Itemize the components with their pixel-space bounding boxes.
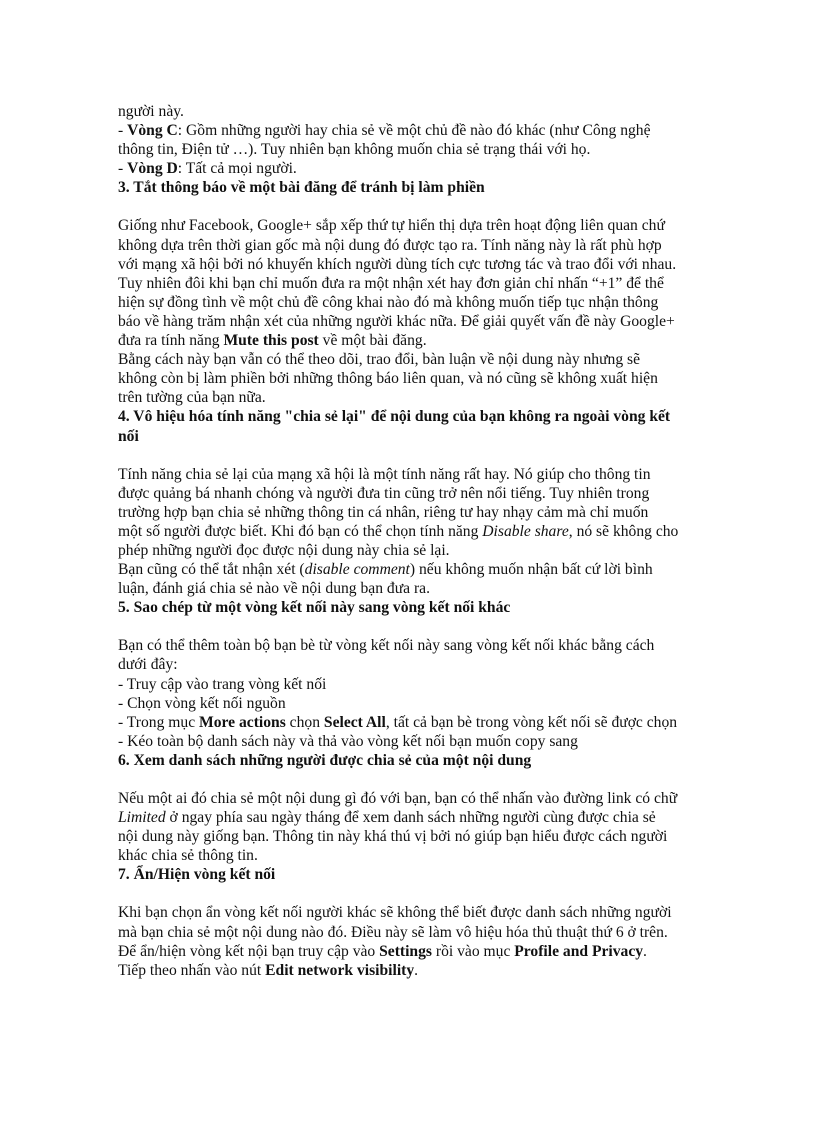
paragraph-line: không dựa trên thời gian gốc mà nội dung đó được tạo ra. Tính năng này là rất phù hợp <box>118 236 662 254</box>
section-heading-4: 4. Vô hiệu hóa tính năng "chia sẻ lại" để nội dung của bạn không ra ngoài vòng kết <box>118 408 671 426</box>
paragraph-line: dưới đây: <box>118 656 178 674</box>
text: đưa ra tính năng <box>118 332 224 350</box>
text: Tiếp theo nhấn vào nút <box>118 961 266 979</box>
paragraph-line <box>118 522 718 541</box>
paragraph-line <box>118 102 718 121</box>
text: rồi vào mục <box>431 942 515 960</box>
section-heading-7: 7. Ẩn/Hiện vòng kết nối <box>118 866 276 884</box>
text: : Gồm những người hay chia sẻ về một chủ đề nào đó khác (như Công nghệ <box>177 122 651 140</box>
paragraph-line <box>118 140 718 159</box>
text: , tất cả bạn bè trong vòng kết nối sẽ được chọn <box>385 713 678 731</box>
text: ở ngay phía sau ngày tháng để xem danh sách những người cùng được chia sẻ <box>165 809 656 827</box>
text: . <box>643 942 647 960</box>
italic-term: Disable share <box>482 522 569 540</box>
paragraph-line: với mạng xã hội bởi nó khuyến khích người dùng tích cực tương tác và trao đổi với nhau. <box>118 255 677 273</box>
bold-term: Vòng D <box>127 160 178 178</box>
paragraph-line: khác chia sẻ thông tin. <box>118 847 258 865</box>
paragraph-line <box>118 560 718 579</box>
section-heading-6: 6. Xem danh sách những người được chia sẻ của một nội dung <box>118 751 532 769</box>
paragraph-line: nội dung này giống bạn. Thông tin này khá thú vị bởi nó giúp bạn hiểu được cách người <box>118 828 668 846</box>
paragraph-line: Tính năng chia sẻ lại của mạng xã hội là một tính năng rất hay. Nó giúp cho thông tin <box>118 465 651 483</box>
text: , nó sẽ không cho <box>568 522 679 540</box>
list-item-circle-d <box>118 159 718 178</box>
list-item: - Kéo toàn bộ danh sách này và thả vào vòng kết nối bạn muốn copy sang <box>118 732 578 750</box>
text: - <box>118 122 128 140</box>
list-item-circle-c <box>118 121 718 140</box>
spacer <box>118 617 718 636</box>
paragraph-line: Bạn có thể thêm toàn bộ bạn bè từ vòng kết nối này sang vòng kết nối khác bằng cách <box>118 637 655 655</box>
paragraph-line: báo về hàng trăm nhận xét của những người khác nữa. Để giải quyết vấn đề này Google+ <box>118 312 675 330</box>
text: về một bài đăng. <box>318 332 427 350</box>
bold-term: Select All <box>323 713 386 731</box>
paragraph-line: Tuy nhiên đôi khi bạn chỉ muốn đưa ra một nhận xét hay đơn giản chỉ nhấn “+1” để thể <box>118 274 664 292</box>
paragraph-line: luận, đánh giá chia sẻ nào về nội dung bạn đưa ra. <box>118 580 430 598</box>
list-item <box>118 713 718 732</box>
text: Bạn cũng có thể tắt nhận xét ( <box>118 561 305 579</box>
text: - <box>118 160 128 178</box>
spacer <box>118 197 718 216</box>
section-heading-5: 5. Sao chép từ một vòng kết nối này sang vòng kết nối khác <box>118 599 511 617</box>
paragraph-line <box>118 942 718 961</box>
italic-term: disable comment <box>304 561 410 579</box>
paragraph-line: hiện sự đồng tình về một chủ đề công khai nào đó mà không muốn tiếp tục nhận thông <box>118 293 659 311</box>
list-item: - Truy cập vào trang vòng kết nối <box>118 675 327 693</box>
paragraph-line: Giống như Facebook, Google+ sắp xếp thứ tự hiển thị dựa trên hoạt động liên quan chứ <box>118 217 665 235</box>
text: - Trong mục <box>118 713 200 731</box>
paragraph-line: trường hợp bạn chia sẻ những thông tin cá nhân, riêng tư hay nhạy cảm mà chỉ muốn <box>118 503 649 521</box>
spacer <box>118 446 718 465</box>
text: chọn <box>285 713 324 731</box>
bold-term: More actions <box>199 713 286 731</box>
document-page <box>118 102 718 980</box>
paragraph-line: phép những người đọc được nội dung này chia sẻ lại. <box>118 541 450 559</box>
paragraph-line <box>118 961 718 980</box>
paragraph-line: Khi bạn chọn ẩn vòng kết nối người khác sẽ không thể biết được danh sách những người <box>118 904 672 922</box>
paragraph-line: không còn bị làm phiền bởi những thông báo liên quan, và nó cũng sẽ không xuất hiện <box>118 370 658 388</box>
paragraph-line: Nếu một ai đó chia sẻ một nội dung gì đó với bạn, bạn có thể nhấn vào đường link có chữ <box>118 790 678 807</box>
text: người này. <box>118 103 184 120</box>
bold-term: Settings <box>379 942 432 960</box>
paragraph-line <box>118 331 718 350</box>
paragraph-line: mà bạn chia sẻ một nội dung nào đó. Điều này sẽ làm vô hiệu hóa thủ thuật thứ 6 ở trên. <box>118 923 668 941</box>
text: ) nếu không muốn nhận bất cứ lời bình <box>409 561 653 579</box>
bold-term: Edit network visibility <box>265 961 415 979</box>
bold-term: Vòng C <box>127 122 178 140</box>
text: . <box>414 961 419 979</box>
bold-term: Mute this post <box>223 332 319 350</box>
paragraph-line <box>118 808 718 827</box>
italic-term: Limited <box>118 809 166 827</box>
text: Để ẩn/hiện vòng kết nội bạn truy cập vào <box>118 942 380 960</box>
bold-term: Profile and Privacy <box>514 942 644 960</box>
paragraph-line: Bằng cách này bạn vẫn có thể theo dõi, trao đổi, bàn luận về nội dung này nhưng sẽ <box>118 351 641 369</box>
text: một số người được biết. Khi đó bạn có thể chọn tính năng <box>118 522 483 540</box>
section-heading-4-cont: nối <box>118 427 139 445</box>
spacer <box>118 770 718 789</box>
list-item: - Chọn vòng kết nối nguồn <box>118 694 286 712</box>
paragraph-line: được quảng bá nhanh chóng và người đưa tin cũng trở nên nổi tiếng. Tuy nhiên trong <box>118 484 650 502</box>
section-heading-3: 3. Tắt thông báo về một bài đăng để tránh bị làm phiền <box>118 179 485 197</box>
text: thông tin, Điện tử …). Tuy nhiên bạn không muốn chia sẻ trạng thái với họ. <box>118 141 591 159</box>
text: : Tất cả mọi người. <box>177 160 297 178</box>
spacer <box>118 884 718 903</box>
paragraph-line: trên tường của bạn nữa. <box>118 389 266 407</box>
